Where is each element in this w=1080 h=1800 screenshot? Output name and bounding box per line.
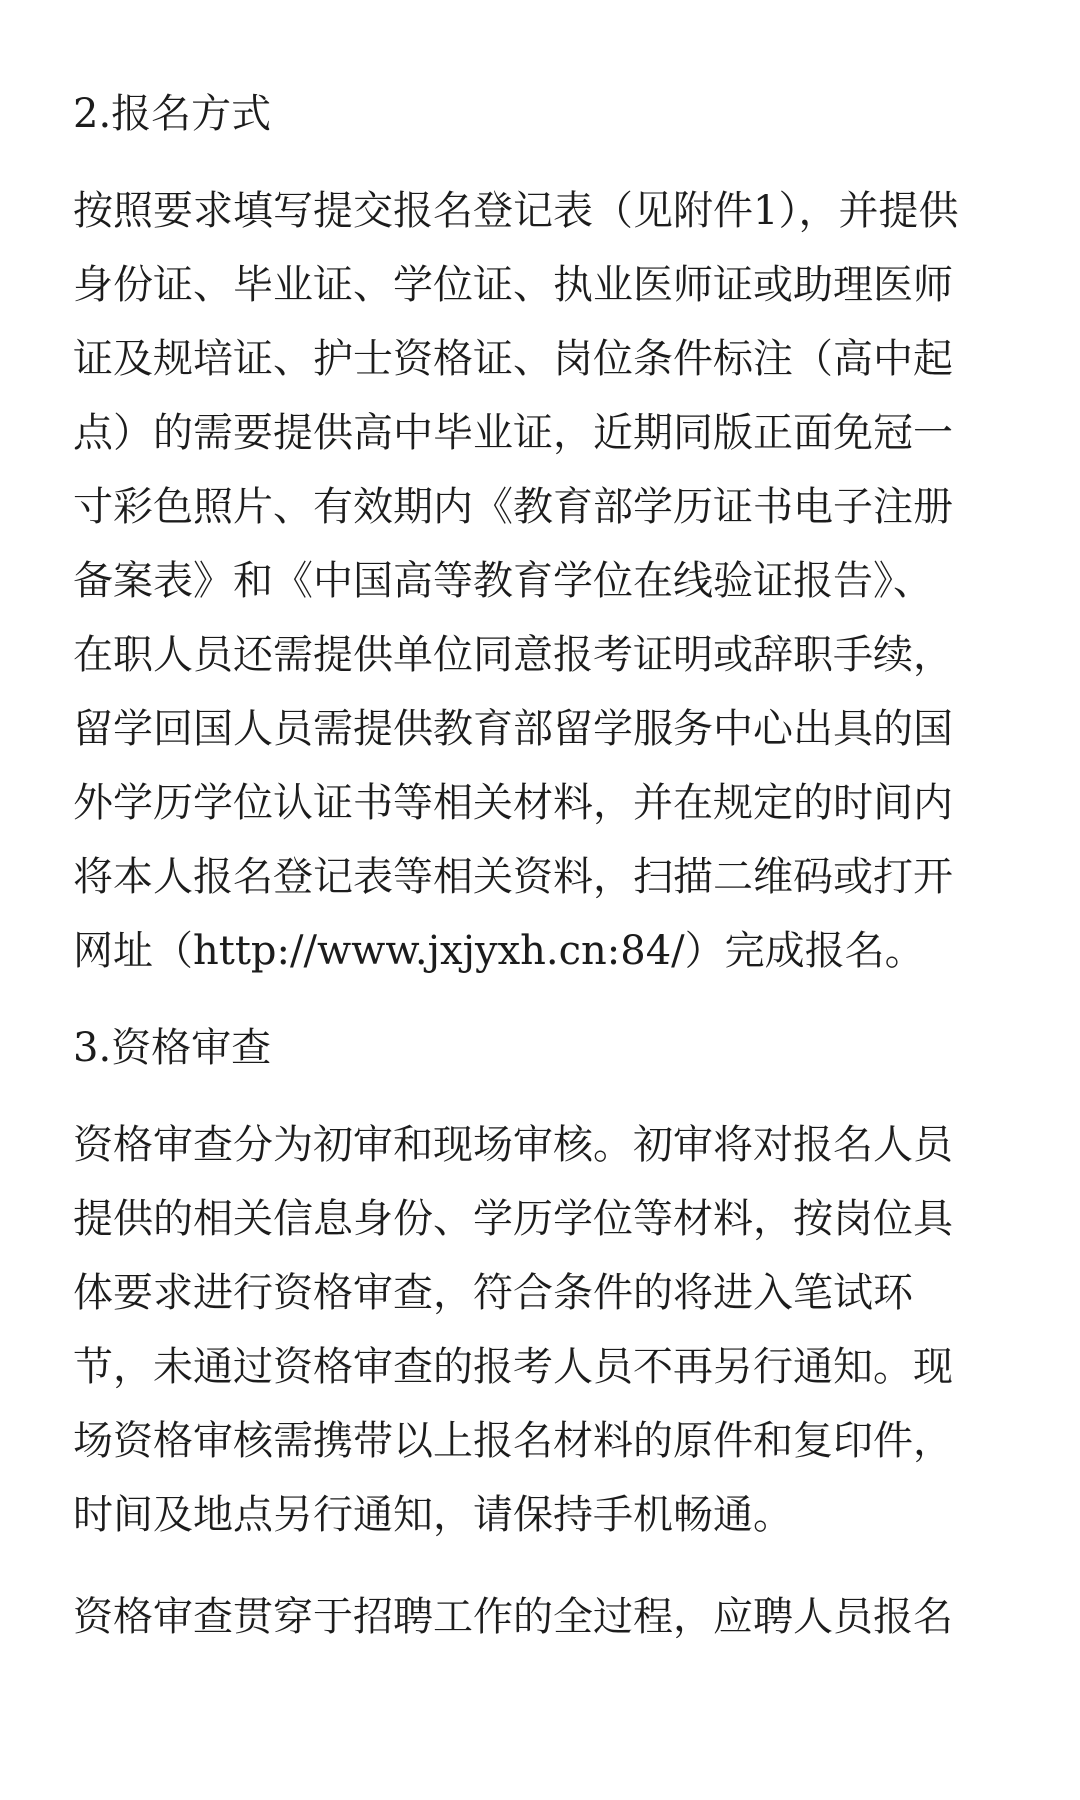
section-heading-registration: 2.报名方式 xyxy=(73,91,272,137)
text-line: 节，未通过资格审查的报考人员不再另行通知。现 xyxy=(73,1344,953,1390)
text-line: 时间及地点另行通知，请保持手机畅通。 xyxy=(73,1492,793,1538)
text-line: 场资格审核需携带以上报名材料的原件和复印件， xyxy=(73,1418,953,1464)
text-line: 资格审查贯穿于招聘工作的全过程，应聘人员报名 xyxy=(73,1594,953,1640)
text-line: 身份证、毕业证、学位证、执业医师证或助理医师 xyxy=(73,262,953,308)
text-line: 提供的相关信息身份、学历学位等材料，按岗位具 xyxy=(73,1196,953,1242)
text-line: 证及规培证、护士资格证、岗位条件标注（高中起 xyxy=(73,336,953,382)
text-line: 外学历学位认证书等相关材料，并在规定的时间内 xyxy=(73,780,953,826)
registration-url-line: 网址（http://www.jxjyxh.cn:84/）完成报名。 xyxy=(73,928,925,974)
text-line: 将本人报名登记表等相关资料，扫描二维码或打开 xyxy=(73,854,953,900)
paragraph-review-throughout-process xyxy=(73,1580,1010,1654)
text-line: 体要求进行资格审查，符合条件的将进入笔试环 xyxy=(73,1270,913,1316)
text-line: 点）的需要提供高中毕业证，近期同版正面免冠一 xyxy=(73,410,953,456)
section-heading-qualification-review: 3.资格审查 xyxy=(73,1025,272,1071)
text-line: 留学回国人员需提供教育部留学服务中心出具的国 xyxy=(73,706,953,752)
text-line: 寸彩色照片、有效期内《教育部学历证书电子注册 xyxy=(73,484,953,530)
text-line: 按照要求填写提交报名登记表（见附件1），并提供 xyxy=(73,188,959,234)
text-line: 备案表》和《中国高等教育学位在线验证报告》、 xyxy=(73,558,933,604)
text-line: 在职人员还需提供单位同意报考证明或辞职手续， xyxy=(73,632,953,678)
text-line: 资格审查分为初审和现场审核。初审将对报名人员 xyxy=(73,1122,953,1168)
paragraph-qualification-review xyxy=(73,1108,1010,1552)
paragraph-registration-method xyxy=(73,174,1010,988)
